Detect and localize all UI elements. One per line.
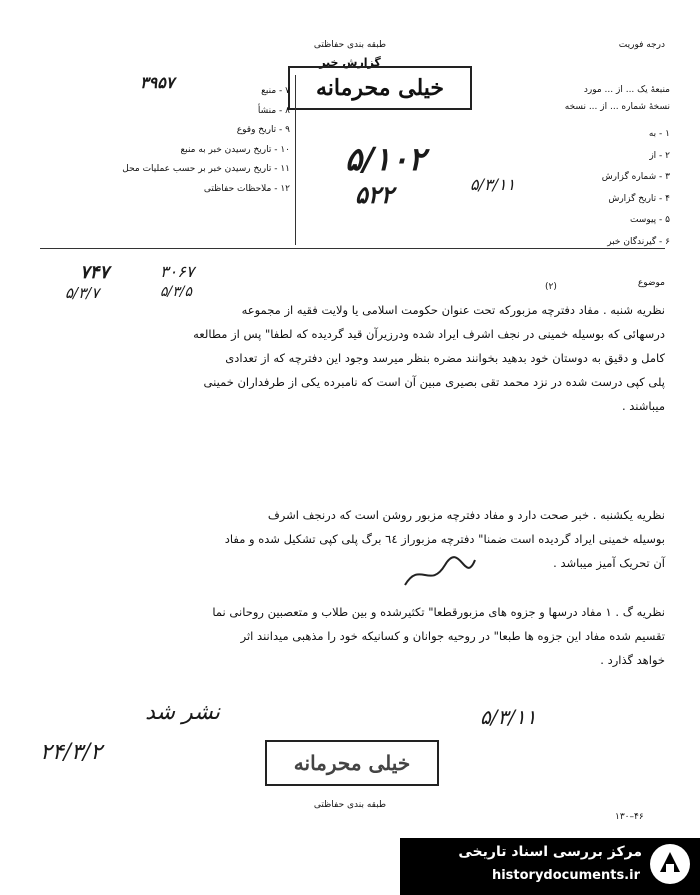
- field-arrival-date: ۱۰ - تاریخ رسیدن خبر به منبع: [180, 144, 290, 155]
- handwritten-note-bottom-2: ۲۴/۳/۲: [40, 740, 103, 765]
- body-paragraph-1: [40, 303, 665, 413]
- body-paragraph-2: [40, 508, 665, 570]
- field-report-number: ۳ - شماره گزارش: [601, 172, 670, 182]
- handwritten-source-number: ۳۹۵۷: [140, 73, 175, 92]
- handwritten-big-number-sub: ۵۲۲: [355, 180, 394, 209]
- bottom-stamp-text: خیلی محرمانه: [293, 751, 411, 775]
- body-line: نظریه گ . ۱ مفاد درسها و جزوه های مزبورقطعا" تکثیرشده و بین طلاب و متعصبین روحانی نما: [212, 605, 665, 619]
- subject-label: موضوع: [637, 278, 665, 288]
- handwritten-big-number: ۵/۱۰۲: [345, 140, 426, 178]
- field-recipients: ۶ - گیرندگان خبر: [607, 236, 670, 247]
- body-line: نظریه یکشنبه . خبر صحت دارد و مفاد دفترچه مزبور روشن است که درنجف اشرف: [267, 508, 665, 522]
- field-origin: ۸ - منشأ: [257, 105, 290, 116]
- field-report-date: ۴ - تاریخ گزارش: [608, 193, 670, 204]
- top-classification-stamp: [288, 66, 472, 110]
- body-line: درسهائی که بوسیله خمینی در نجف اشرف ایراد شده ودرزیرآن قید گردیده که لطفا" پس از مطالعه: [193, 327, 665, 341]
- handwritten-subject-mid-date: ۵/۳/۵: [160, 284, 192, 300]
- body-line: میباشند .: [621, 399, 665, 413]
- field-attachment: ۵ - پیوست: [629, 215, 670, 225]
- copy-line: منبعهٔ یک ... از ... مورد: [583, 85, 670, 95]
- body-line: خواهد گذارد .: [600, 653, 665, 667]
- body-line: پلی کپی درست شده در نزد محمد تقی بصیری مبین آن است که نامبرده یکی از طرفداران خمینی: [203, 375, 665, 389]
- body-paragraph-3: [40, 605, 665, 667]
- body-line: نظریه شنبه . مفاد دفترچه مزبورکه تحت عنوان حکومت اسلامی یا ولایت فقیه از مجموعه: [241, 303, 665, 317]
- signature-scribble: [400, 555, 480, 595]
- form-left-fields: [40, 82, 290, 199]
- form-right-fields: [570, 124, 670, 253]
- field-to: ۱ - به: [648, 129, 670, 139]
- handwritten-subject-left: ۷۴۷: [80, 262, 110, 283]
- form-number: ۱۳۰–۴۶: [615, 812, 644, 822]
- form-bottom-rule: [40, 248, 665, 249]
- report-title: گزارش خبر: [319, 56, 381, 69]
- field-occurrence-date: ۹ - تاریخ وقوع: [236, 125, 290, 135]
- handwritten-subject-left-date: ۵/۳/۷: [65, 284, 100, 302]
- classification-bottom: طبقه بندی حفاظتی: [313, 800, 387, 810]
- handwritten-report-date: ۵/۳/۱۱: [470, 175, 516, 194]
- watermark-banner: [400, 838, 700, 895]
- watermark-org-name: مرکز بررسی اسناد تاریخی: [458, 844, 642, 860]
- body-line: آن تحریک آمیز میباشد .: [553, 556, 665, 570]
- watermark-site: historydocuments.ir: [491, 868, 640, 883]
- field-source: ۷ - منبع: [261, 86, 290, 96]
- field-arrival-date-local: ۱۱ - تاریخ رسیدن خبر بر حسب عملیات محل: [122, 164, 290, 174]
- field-security-notes: ۱۲ - ملاحظات حفاظتی: [203, 183, 290, 194]
- classification-top: طبقه بندی حفاظتی: [313, 40, 387, 50]
- watermark-logo-icon: [650, 844, 690, 884]
- priority-label: درجه فوریت: [618, 40, 665, 50]
- form-divider: [295, 75, 296, 245]
- bottom-classification-stamp: [265, 740, 439, 786]
- body-line: تقسیم شده مفاد این جزوه ها طبعا" در روحیه جوانان و کسانیکه خود را مذهبی میدانند اثر: [240, 629, 665, 643]
- subject-number: (۲): [545, 282, 557, 292]
- top-stamp-text: خیلی محرمانه: [315, 75, 445, 101]
- copies-line: نسخهٔ شماره ... از ... نسخه: [564, 102, 670, 112]
- body-line: کامل و دقیق به دوستان خود بدهید بخوانند مضره بنظر میرسد وجود این دفترچه که از تعدادی: [225, 351, 665, 365]
- handwritten-subject-mid: ۳۰۶۷: [160, 262, 195, 281]
- body-line: بوسیله خمینی ایراد گردیده است ضمنا" دفترچه مزبوراز ٦٤ برگ پلی کپی تشکیل شده و مفاد: [224, 532, 665, 546]
- handwritten-note-bottom: نشر شد: [145, 700, 220, 725]
- handwritten-date-bottom: ۵/۳/۱۱: [480, 705, 537, 729]
- field-from: ۲ - از: [649, 150, 670, 161]
